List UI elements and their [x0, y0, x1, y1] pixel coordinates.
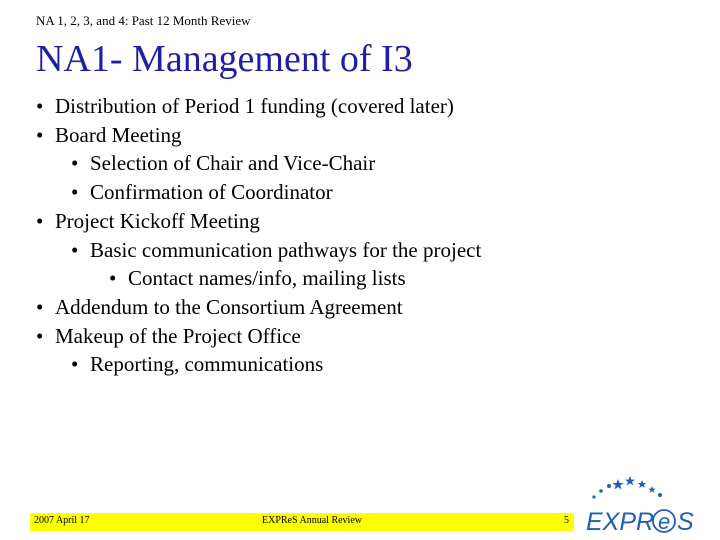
- logo-text-e: e: [658, 509, 671, 534]
- stars-arc-icon: [592, 476, 662, 499]
- bullet-text: Project Kickoff Meeting: [55, 208, 260, 233]
- header-text: NA 1, 2, 3, and 4: Past 12 Month Review: [36, 13, 251, 28]
- bullet-item: [36, 207, 481, 236]
- bullet-text: Confirmation of Coordinator: [90, 180, 333, 205]
- bullet-text: Selection of Chair and Vice-Chair: [90, 151, 376, 176]
- bullet-dot: •: [36, 94, 44, 118]
- logo-text-right: S: [677, 508, 694, 535]
- bullet-text: Basic communication pathways for the project: [90, 237, 482, 262]
- bullet-dot: •: [109, 266, 117, 291]
- bullet-list: [36, 92, 481, 379]
- bullet-dot: •: [36, 294, 44, 319]
- bullet-text: Reporting, communications: [90, 352, 324, 377]
- bullet-text: Addendum to the Consortium Agreement: [55, 294, 403, 319]
- bullet-item: [36, 293, 481, 322]
- bullet-dot: •: [36, 323, 44, 348]
- logo-text-left: EXPR: [586, 508, 655, 535]
- slide-title: NA1- Management of I3: [36, 38, 413, 80]
- bullet-text: Board Meeting: [55, 122, 182, 147]
- bullet-dot: •: [71, 237, 79, 262]
- bullet-dot: •: [36, 122, 44, 147]
- bullet-item: [36, 149, 481, 178]
- bullet-item: [36, 350, 481, 379]
- bullet-item: [36, 236, 481, 265]
- bullet-item: [36, 92, 481, 121]
- bullet-dot: •: [36, 208, 44, 233]
- bullet-text: Distribution of Period 1 funding (covered later): [55, 94, 454, 118]
- bullet-item: [36, 322, 481, 351]
- bullet-item: [36, 121, 481, 150]
- expres-logo: [582, 470, 702, 535]
- bullet-text: Makeup of the Project Office: [55, 323, 301, 348]
- footer-review-title: EXPReS Annual Review: [262, 515, 362, 526]
- bullet-dot: •: [71, 352, 79, 377]
- page-number: 5: [564, 515, 569, 526]
- bullet-item: [36, 264, 481, 293]
- footer-date: 2007 April 17: [34, 515, 90, 526]
- bullet-text: Contact names/info, mailing lists: [128, 266, 406, 291]
- bullet-item: [36, 178, 481, 207]
- bullet-dot: •: [71, 151, 79, 176]
- bullet-dot: •: [71, 180, 79, 205]
